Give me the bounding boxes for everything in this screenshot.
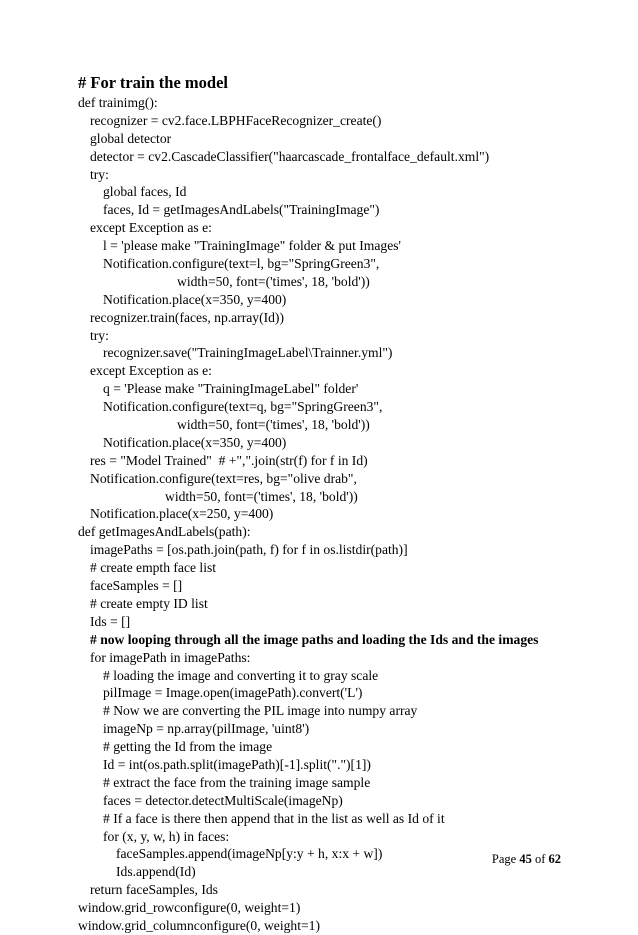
page-footer (492, 852, 561, 867)
code-line: width=50, font=('times', 18, 'bold')) (177, 417, 370, 433)
code-line: global faces, Id (103, 184, 187, 200)
code-line: # If a face is there then append that in the list as well as Id of it (103, 810, 445, 826)
code-line: window.grid_columnconfigure(0, weight=1) (78, 917, 320, 933)
code-line: l = 'please make "TrainingImage" folder & put Images' (103, 238, 401, 254)
code-line: res = "Model Trained" # +",".join(str(f) for f in Id) (90, 452, 368, 468)
code-line: faceSamples.append(imageNp[y:y + h, x:x + w]) (116, 846, 383, 862)
code-line: # create empty ID list (90, 595, 208, 611)
code-line: try: (90, 327, 109, 343)
code-line: imageNp = np.array(pilImage, 'uint8') (103, 721, 310, 737)
code-line: window.grid_rowconfigure(0, weight=1) (78, 900, 301, 916)
code-line: detector = cv2.CascadeClassifier("haarcascade_frontalface_default.xml") (90, 148, 490, 164)
code-line: # loading the image and converting it to gray scale (103, 667, 379, 683)
code-line: Notification.configure(text=l, bg="SpringGreen3", (103, 256, 380, 272)
code-line: Ids.append(Id) (116, 864, 196, 880)
code-line: pilImage = Image.open(imagePath).convert('L') (103, 685, 363, 701)
code-line: Notification.place(x=350, y=400) (103, 434, 287, 450)
code-line: q = 'Please make "TrainingImageLabel" folder' (103, 381, 359, 397)
code-line: Notification.place(x=350, y=400) (103, 291, 287, 307)
page-number: 45 (519, 852, 532, 866)
code-line: # Now we are converting the PIL image into numpy array (103, 703, 418, 719)
code-line: return faceSamples, Ids (90, 882, 218, 898)
code-line: # extract the face from the training image sample (103, 774, 371, 790)
code-line: def getImagesAndLabels(path): (78, 524, 251, 540)
code-line: # getting the Id from the image (103, 739, 273, 755)
code-line: imagePaths = [os.path.join(path, f) for f in os.listdir(path)] (90, 542, 408, 558)
code-line: def trainimg(): (78, 95, 158, 110)
code-line: global detector (90, 130, 172, 146)
code-line: faces = detector.detectMultiScale(imageNp) (103, 792, 343, 808)
code-line: for imagePath in imagePaths: (90, 649, 251, 665)
section-heading: # For train the model (78, 73, 229, 92)
page-prefix: Page (491, 852, 520, 866)
code-line: Notification.configure(text=q, bg="SpringGreen3", (103, 399, 383, 415)
code-line: recognizer.save("TrainingImageLabel\Trainner.yml") (103, 345, 393, 361)
code-comment-highlight: # now looping through all the image paths and loading the Ids and the images (90, 631, 539, 647)
code-block (78, 94, 538, 935)
code-line: Notification.configure(text=res, bg="olive drab", (90, 470, 357, 486)
code-line: Ids = [] (90, 613, 131, 629)
code-line: width=50, font=('times', 18, 'bold')) (165, 488, 358, 504)
page-total: 62 (548, 852, 561, 866)
code-line: # create empth face list (90, 560, 217, 576)
code-line: faces, Id = getImagesAndLabels("TrainingImage") (103, 202, 380, 218)
code-line: for (x, y, w, h) in faces: (103, 828, 230, 844)
code-line: recognizer = cv2.face.LBPHFaceRecognizer_create() (90, 112, 382, 128)
page-of-label: of (531, 852, 549, 866)
code-line: recognizer.train(faces, np.array(Id)) (90, 309, 284, 325)
code-line: Notification.place(x=250, y=400) (90, 506, 274, 522)
code-line: faceSamples = [] (90, 578, 183, 594)
code-line: width=50, font=('times', 18, 'bold')) (177, 273, 370, 289)
code-line: try: (90, 166, 109, 182)
code-line: except Exception as e: (90, 220, 212, 236)
code-line: Id = int(os.path.split(imagePath)[-1].split(".")[1]) (103, 756, 371, 772)
code-line: except Exception as e: (90, 363, 212, 379)
